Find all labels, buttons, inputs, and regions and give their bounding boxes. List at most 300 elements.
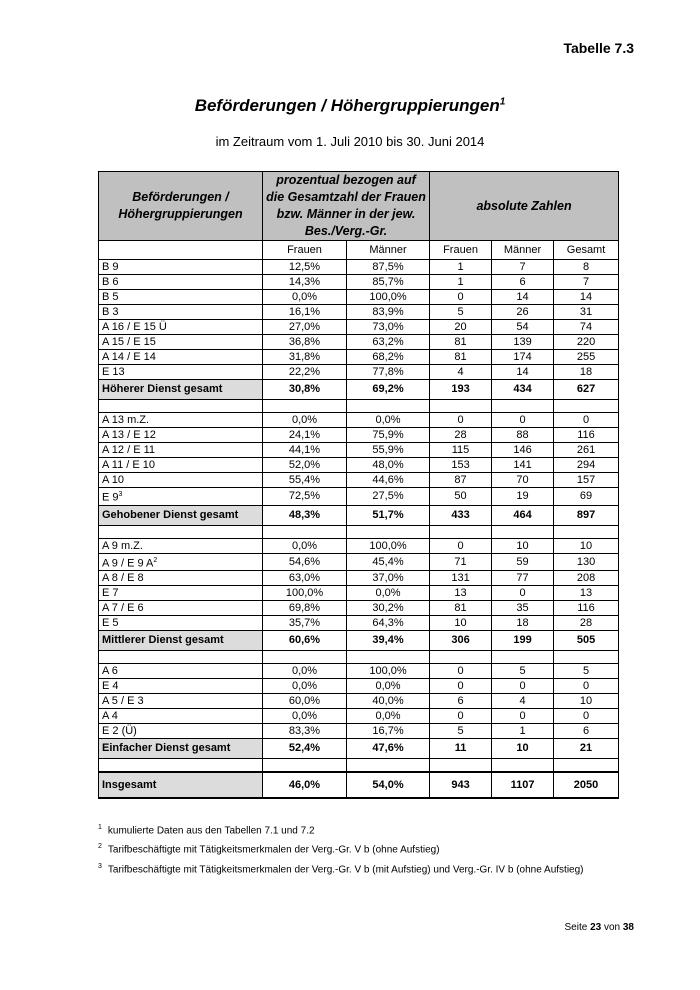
row-label <box>99 631 263 651</box>
table-row <box>99 275 619 290</box>
cell-abs-total: 505 <box>554 631 619 651</box>
cell-pct-men: 69,2% <box>347 380 430 400</box>
group-total-row <box>99 631 619 651</box>
subheader-row <box>99 241 619 260</box>
table-row <box>99 694 619 709</box>
cell-abs-total: 69 <box>554 488 619 506</box>
cell-pct-women: 52,4% <box>263 739 347 759</box>
cell-pct-women: 60,6% <box>263 631 347 651</box>
document-title <box>0 96 700 116</box>
cell-abs-men: 1107 <box>492 772 554 798</box>
cell-abs-men: 70 <box>492 473 554 488</box>
footnote-3 <box>98 859 584 878</box>
row-label <box>99 739 263 759</box>
cell-pct-men: 54,0% <box>347 772 430 798</box>
spacer-row <box>99 651 619 664</box>
row-label-text: E 7 <box>102 587 119 600</box>
row-label-text: A 9 m.Z. <box>102 539 143 552</box>
period-subtitle: im Zeitraum vom 1. Juli 2010 bis 30. Juni 2014 <box>215 134 485 149</box>
spacer-cell <box>347 400 430 413</box>
cell-pct-women: 83,3% <box>263 724 347 739</box>
cell-pct-women: 72,5% <box>263 488 347 506</box>
table-row <box>99 553 619 571</box>
spacer-cell <box>347 759 430 773</box>
subheader-empty <box>99 241 263 260</box>
cell-pct-men: 0,0% <box>347 586 430 601</box>
cell-abs-women: 87 <box>430 473 492 488</box>
cell-abs-women: 50 <box>430 488 492 506</box>
table-row <box>99 443 619 458</box>
subheader-pct-men: Männer <box>347 241 430 260</box>
spacer-cell <box>430 400 492 413</box>
cell-abs-men: 0 <box>492 586 554 601</box>
row-label <box>99 505 263 525</box>
table-row <box>99 350 619 365</box>
cell-abs-total: 294 <box>554 458 619 473</box>
row-label <box>99 305 263 320</box>
cell-abs-women: 71 <box>430 553 492 571</box>
row-label <box>99 335 263 350</box>
row-label-text: E 13 <box>102 366 125 378</box>
cell-pct-women: 0,0% <box>263 538 347 553</box>
row-label <box>99 538 263 553</box>
cell-abs-men: 10 <box>492 739 554 759</box>
row-label <box>99 443 263 458</box>
cell-pct-women: 52,0% <box>263 458 347 473</box>
cell-abs-women: 115 <box>430 443 492 458</box>
row-label-text: Einfacher Dienst gesamt <box>102 742 231 755</box>
cell-abs-total: 0 <box>554 413 619 428</box>
cell-abs-men: 18 <box>492 616 554 631</box>
footnote-number: 2 <box>98 843 102 851</box>
cell-pct-women: 55,4% <box>263 473 347 488</box>
cell-abs-men: 6 <box>492 275 554 290</box>
spacer-row <box>99 525 619 538</box>
cell-pct-women: 48,3% <box>263 505 347 525</box>
spacer-cell <box>347 651 430 664</box>
spacer-cell <box>263 651 347 664</box>
cell-abs-total: 157 <box>554 473 619 488</box>
cell-abs-women: 1 <box>430 275 492 290</box>
cell-abs-men: 7 <box>492 260 554 275</box>
page-total: 38 <box>622 922 634 933</box>
cell-abs-women: 6 <box>430 694 492 709</box>
cell-abs-total: 21 <box>554 739 619 759</box>
cell-abs-men: 434 <box>492 380 554 400</box>
row-label <box>99 380 263 400</box>
cell-pct-men: 39,4% <box>347 631 430 651</box>
cell-abs-women: 28 <box>430 428 492 443</box>
cell-abs-men: 26 <box>492 305 554 320</box>
cell-pct-men: 85,7% <box>347 275 430 290</box>
cell-pct-men: 27,5% <box>347 488 430 506</box>
cell-pct-women: 12,5% <box>263 260 347 275</box>
subheader-abs-total: Gesamt <box>554 241 619 260</box>
footnotes <box>98 820 584 878</box>
cell-abs-men: 199 <box>492 631 554 651</box>
table-row <box>99 679 619 694</box>
spacer-cell <box>492 759 554 773</box>
spacer-cell <box>99 759 263 773</box>
table-row <box>99 601 619 616</box>
cell-abs-total: 8 <box>554 260 619 275</box>
spacer-cell <box>492 400 554 413</box>
cell-abs-women: 5 <box>430 724 492 739</box>
row-label <box>99 458 263 473</box>
cell-pct-women: 0,0% <box>263 679 347 694</box>
cell-abs-total: 5 <box>554 664 619 679</box>
cell-pct-men: 0,0% <box>347 413 430 428</box>
cell-abs-men: 14 <box>492 290 554 305</box>
cell-abs-men: 54 <box>492 320 554 335</box>
row-label <box>99 473 263 488</box>
cell-abs-women: 5 <box>430 305 492 320</box>
cell-pct-men: 45,4% <box>347 553 430 571</box>
cell-abs-women: 0 <box>430 679 492 694</box>
cell-abs-women: 131 <box>430 571 492 586</box>
table-row <box>99 365 619 380</box>
row-label-text: A 10 <box>102 474 125 486</box>
spacer-cell <box>430 525 492 538</box>
table-row <box>99 335 619 350</box>
footnote-text: kumulierte Daten aus den Tabellen 7.1 und 7.2 <box>107 825 315 837</box>
cell-pct-men: 100,0% <box>347 538 430 553</box>
cell-pct-men: 30,2% <box>347 601 430 616</box>
cell-pct-men: 47,6% <box>347 739 430 759</box>
row-label-text: A 6 <box>102 665 118 678</box>
row-label <box>99 772 263 798</box>
cell-abs-total: 0 <box>554 679 619 694</box>
spacer-row <box>99 400 619 413</box>
cell-pct-women: 36,8% <box>263 335 347 350</box>
row-label <box>99 290 263 305</box>
cell-abs-men: 174 <box>492 350 554 365</box>
table-row <box>99 616 619 631</box>
cell-pct-women: 0,0% <box>263 413 347 428</box>
spacer-cell <box>263 759 347 773</box>
cell-abs-women: 433 <box>430 505 492 525</box>
cell-abs-men: 0 <box>492 413 554 428</box>
cell-pct-men: 37,0% <box>347 571 430 586</box>
cell-abs-men: 464 <box>492 505 554 525</box>
cell-abs-total: 255 <box>554 350 619 365</box>
cell-abs-men: 77 <box>492 571 554 586</box>
cell-abs-total: 28 <box>554 616 619 631</box>
cell-pct-men: 75,9% <box>347 428 430 443</box>
cell-abs-women: 153 <box>430 458 492 473</box>
cell-abs-total: 14 <box>554 290 619 305</box>
cell-pct-women: 16,1% <box>263 305 347 320</box>
cell-abs-men: 5 <box>492 664 554 679</box>
table-row <box>99 290 619 305</box>
footnote-number: 3 <box>98 862 102 870</box>
cell-abs-women: 13 <box>430 586 492 601</box>
page-prefix: Seite <box>564 922 588 933</box>
row-label-text: E 5 <box>102 617 119 630</box>
table-row <box>99 724 619 739</box>
row-label-text: Gehobener Dienst gesamt <box>102 508 239 521</box>
cell-abs-men: 19 <box>492 488 554 506</box>
cell-abs-men: 0 <box>492 709 554 724</box>
row-label-text: Höherer Dienst gesamt <box>102 383 223 395</box>
cell-abs-total: 116 <box>554 428 619 443</box>
table-row <box>99 305 619 320</box>
cell-abs-women: 20 <box>430 320 492 335</box>
table-row <box>99 320 619 335</box>
spacer-cell <box>263 525 347 538</box>
row-label-text: A 5 / E 3 <box>102 695 144 708</box>
table-row <box>99 413 619 428</box>
row-label-text: A 8 / E 8 <box>102 572 144 585</box>
row-label <box>99 664 263 679</box>
subheader-abs-men: Männer <box>492 241 554 260</box>
cell-abs-women: 306 <box>430 631 492 651</box>
row-label <box>99 413 263 428</box>
row-label-text: A 14 / E 14 <box>102 351 156 363</box>
row-label-text: A 12 / E 11 <box>102 444 156 456</box>
group-total-row <box>99 380 619 400</box>
table-row <box>99 586 619 601</box>
cell-abs-men: 88 <box>492 428 554 443</box>
spacer-cell <box>99 651 263 664</box>
grand-total-row <box>99 772 619 798</box>
cell-pct-men: 73,0% <box>347 320 430 335</box>
table-row <box>99 664 619 679</box>
cell-abs-total: 18 <box>554 365 619 380</box>
table-row <box>99 473 619 488</box>
cell-abs-total: 74 <box>554 320 619 335</box>
cell-pct-men: 100,0% <box>347 664 430 679</box>
table-row <box>99 538 619 553</box>
cell-abs-women: 10 <box>430 616 492 631</box>
cell-pct-men: 40,0% <box>347 694 430 709</box>
row-label <box>99 350 263 365</box>
row-label <box>99 586 263 601</box>
cell-abs-total: 220 <box>554 335 619 350</box>
cell-abs-men: 141 <box>492 458 554 473</box>
cell-abs-men: 139 <box>492 335 554 350</box>
spacer-cell <box>430 759 492 773</box>
row-label-text: A 13 m.Z. <box>102 414 150 426</box>
spacer-cell <box>430 651 492 664</box>
cell-abs-total: 10 <box>554 694 619 709</box>
cell-pct-men: 77,8% <box>347 365 430 380</box>
table-row <box>99 709 619 724</box>
row-label <box>99 571 263 586</box>
promotions-table <box>98 171 619 799</box>
cell-abs-men: 35 <box>492 601 554 616</box>
cell-abs-women: 81 <box>430 350 492 365</box>
spacer-cell <box>492 651 554 664</box>
footnote-2 <box>98 839 584 858</box>
row-label-text: B 3 <box>102 306 119 318</box>
footnote-text: Tarifbeschäftigte mit Tätigkeitsmerkmalen der Verg.-Gr. V b (mit Aufstieg) und Verg.-Gr. IV b (ohne Aufstieg) <box>107 863 584 875</box>
row-label-text: Mittlerer Dienst gesamt <box>102 634 224 647</box>
row-label <box>99 709 263 724</box>
row-label-text: A 9 / E 9 A <box>102 557 154 570</box>
row-label-text: E 4 <box>102 680 119 693</box>
cell-pct-men: 44,6% <box>347 473 430 488</box>
cell-abs-men: 4 <box>492 694 554 709</box>
cell-abs-men: 10 <box>492 538 554 553</box>
row-label-text: A 13 / E 12 <box>102 429 156 441</box>
spacer-cell <box>492 525 554 538</box>
cell-abs-women: 1 <box>430 260 492 275</box>
row-label <box>99 679 263 694</box>
table-row <box>99 428 619 443</box>
page-current: 23 <box>590 922 602 933</box>
row-label-text: B 9 <box>102 261 119 273</box>
cell-pct-women: 14,3% <box>263 275 347 290</box>
table-row <box>99 488 619 506</box>
header-category: Beförderungen / Höhergruppierungen <box>99 172 263 241</box>
cell-pct-women: 69,8% <box>263 601 347 616</box>
cell-pct-women: 44,1% <box>263 443 347 458</box>
cell-abs-women: 11 <box>430 739 492 759</box>
cell-pct-men: 0,0% <box>347 709 430 724</box>
cell-pct-women: 31,8% <box>263 350 347 365</box>
row-label <box>99 320 263 335</box>
cell-pct-men: 100,0% <box>347 290 430 305</box>
cell-abs-total: 0 <box>554 709 619 724</box>
cell-pct-women: 22,2% <box>263 365 347 380</box>
row-footnote-ref: 2 <box>153 556 158 564</box>
row-label-text: E 9 <box>102 491 119 504</box>
table-row <box>99 260 619 275</box>
spacer-cell <box>554 651 619 664</box>
cell-pct-women: 0,0% <box>263 709 347 724</box>
cell-pct-men: 68,2% <box>347 350 430 365</box>
row-label <box>99 260 263 275</box>
spacer-cell <box>99 525 263 538</box>
footnote-text: Tarifbeschäftigte mit Tätigkeitsmerkmalen der Verg.-Gr. V b (ohne Aufstieg) <box>107 844 440 856</box>
table-number-label: Tabelle 7.3 <box>563 40 634 56</box>
cell-pct-men: 55,9% <box>347 443 430 458</box>
row-label <box>99 553 263 571</box>
cell-abs-women: 0 <box>430 290 492 305</box>
cell-pct-women: 0,0% <box>263 290 347 305</box>
cell-pct-women: 63,0% <box>263 571 347 586</box>
row-label <box>99 365 263 380</box>
row-label-text: A 15 / E 15 <box>102 336 156 348</box>
title-text: Beförderungen / Höhergruppierungen <box>194 96 500 115</box>
cell-pct-women: 35,7% <box>263 616 347 631</box>
cell-pct-men: 0,0% <box>347 679 430 694</box>
cell-abs-men: 0 <box>492 679 554 694</box>
row-label-text: A 7 / E 6 <box>102 602 144 615</box>
row-label <box>99 275 263 290</box>
row-footnote-ref: 3 <box>118 491 123 498</box>
cell-abs-women: 943 <box>430 772 492 798</box>
row-label-text: E 2 (Ü) <box>102 725 137 738</box>
cell-pct-women: 60,0% <box>263 694 347 709</box>
cell-pct-men: 48,0% <box>347 458 430 473</box>
cell-pct-men: 87,5% <box>347 260 430 275</box>
row-label <box>99 694 263 709</box>
cell-abs-total: 31 <box>554 305 619 320</box>
cell-abs-men: 1 <box>492 724 554 739</box>
spacer-cell <box>347 525 430 538</box>
row-label <box>99 601 263 616</box>
subheader-pct-women: Frauen <box>263 241 347 260</box>
row-label-text: Insgesamt <box>102 779 157 792</box>
cell-abs-women: 193 <box>430 380 492 400</box>
cell-abs-men: 59 <box>492 553 554 571</box>
cell-abs-total: 10 <box>554 538 619 553</box>
cell-abs-men: 146 <box>492 443 554 458</box>
table-row <box>99 458 619 473</box>
cell-pct-men: 63,2% <box>347 335 430 350</box>
cell-pct-women: 27,0% <box>263 320 347 335</box>
cell-pct-women: 54,6% <box>263 553 347 571</box>
group-total-row <box>99 505 619 525</box>
cell-abs-women: 0 <box>430 709 492 724</box>
row-label <box>99 616 263 631</box>
cell-abs-total: 13 <box>554 586 619 601</box>
spacer-cell <box>99 400 263 413</box>
cell-pct-women: 0,0% <box>263 664 347 679</box>
row-label <box>99 428 263 443</box>
cell-abs-total: 208 <box>554 571 619 586</box>
spacer-cell <box>554 400 619 413</box>
cell-abs-women: 0 <box>430 538 492 553</box>
header-percentage: prozentual bezogen auf die Gesamtzahl der Frauen bzw. Männer in der jew. Bes./Verg.-Gr. <box>263 172 430 241</box>
cell-pct-men: 64,3% <box>347 616 430 631</box>
spacer-cell <box>263 400 347 413</box>
cell-pct-men: 51,7% <box>347 505 430 525</box>
cell-pct-women: 24,1% <box>263 428 347 443</box>
table-row <box>99 571 619 586</box>
cell-abs-total: 116 <box>554 601 619 616</box>
spacer-cell <box>554 525 619 538</box>
cell-abs-total: 130 <box>554 553 619 571</box>
cell-abs-total: 627 <box>554 380 619 400</box>
cell-abs-women: 81 <box>430 601 492 616</box>
cell-abs-women: 4 <box>430 365 492 380</box>
group-total-row <box>99 739 619 759</box>
header-absolute: absolute Zahlen <box>430 172 619 241</box>
cell-pct-women: 46,0% <box>263 772 347 798</box>
footnote-number: 1 <box>98 824 102 831</box>
page-of: von <box>603 922 621 933</box>
spacer-row <box>99 759 619 773</box>
subheader-abs-women: Frauen <box>430 241 492 260</box>
row-label-text: B 6 <box>102 276 119 288</box>
row-label <box>99 488 263 506</box>
row-label-text: B 5 <box>102 291 119 303</box>
cell-pct-men: 16,7% <box>347 724 430 739</box>
spacer-cell <box>554 759 619 773</box>
footnote-1 <box>98 820 584 839</box>
cell-pct-women: 100,0% <box>263 586 347 601</box>
row-label-text: A 11 / E 10 <box>102 459 156 471</box>
cell-abs-total: 7 <box>554 275 619 290</box>
cell-abs-women: 0 <box>430 413 492 428</box>
title-footnote-ref: 1 <box>499 96 506 108</box>
cell-abs-total: 6 <box>554 724 619 739</box>
row-label <box>99 724 263 739</box>
cell-abs-total: 2050 <box>554 772 619 798</box>
cell-abs-total: 261 <box>554 443 619 458</box>
page-number <box>564 922 634 933</box>
cell-abs-women: 0 <box>430 664 492 679</box>
table-body <box>99 260 619 799</box>
cell-pct-women: 30,8% <box>263 380 347 400</box>
cell-abs-women: 81 <box>430 335 492 350</box>
cell-pct-men: 83,9% <box>347 305 430 320</box>
cell-abs-total: 897 <box>554 505 619 525</box>
row-label-text: A 4 <box>102 710 118 723</box>
